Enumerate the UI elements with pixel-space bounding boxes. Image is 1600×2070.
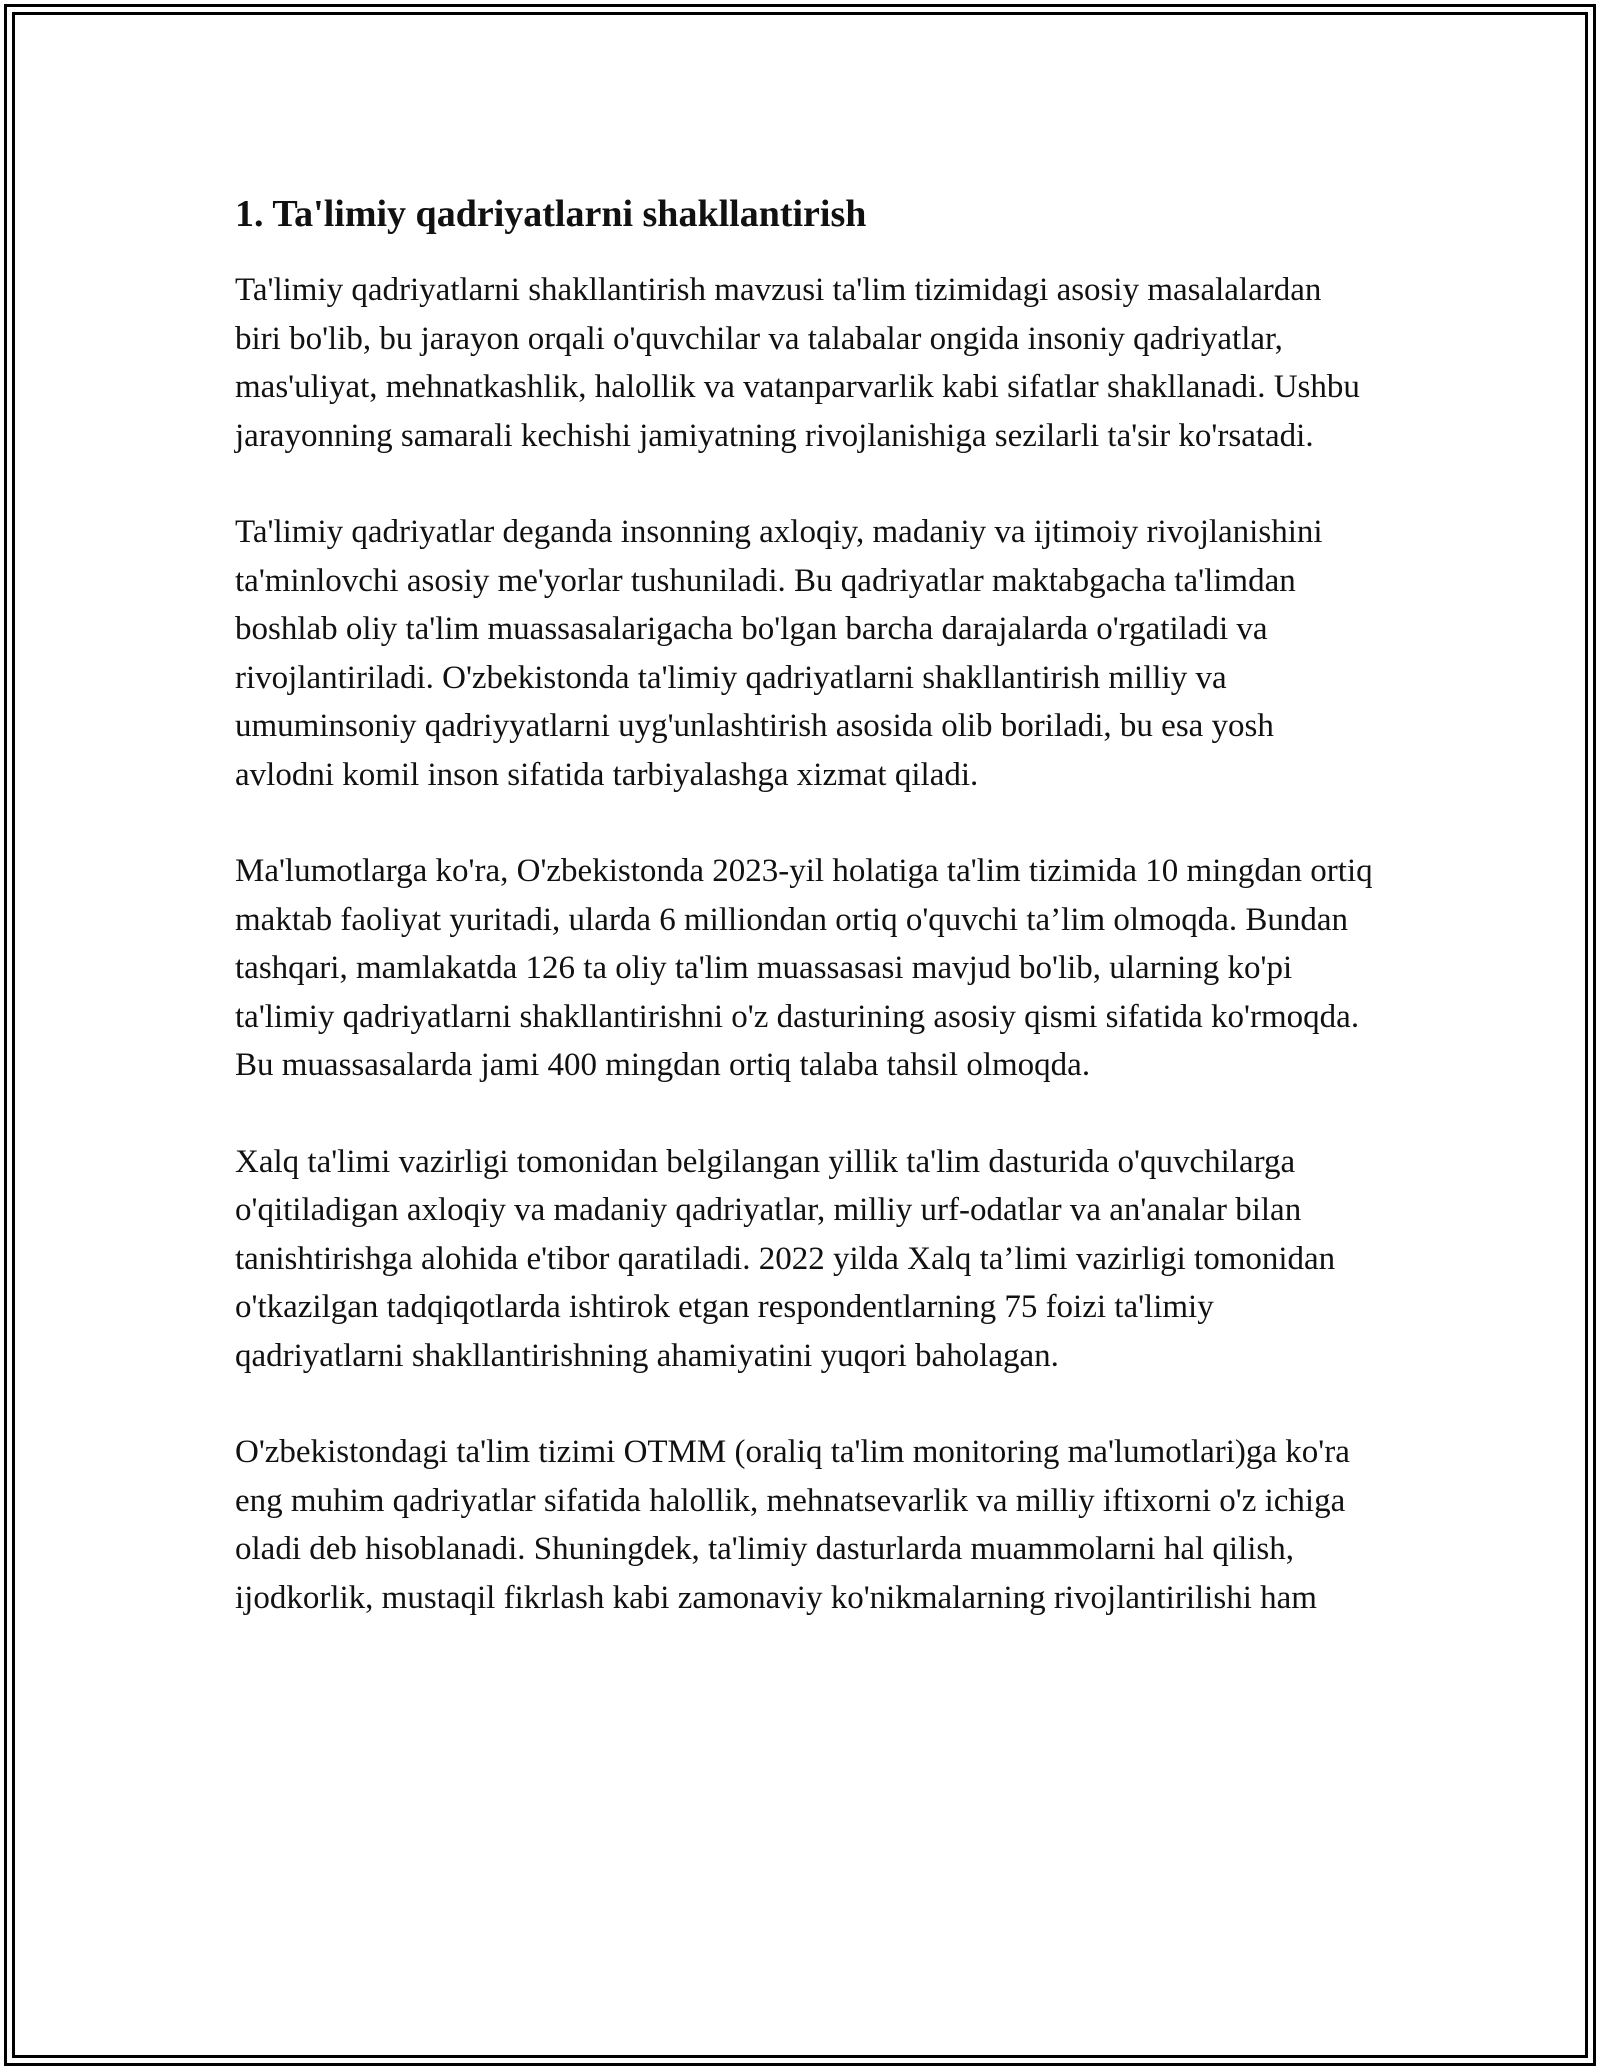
section-heading: 1. Ta'limiy qadriyatlarni shakllantirish: [235, 193, 867, 235]
document-body: [235, 188, 1375, 1622]
paragraph-1: Ta'limiy qadriyatlarni shakllantirish mavzusi ta'lim tizimidagi asosiy masalalardan biri bo'lib, bu jarayon orqali o'quvchilar va talabalar ongida insoniy qadriyatlar, mas'uliyat, mehnatkashlik, halollik va vatanparvarlik kabi sifatlar shakllanadi. Ushbu jarayonning samarali kechishi jamiyatning rivojlanishiga sezilarli ta'sir ko'rsatadi.: [235, 272, 1360, 454]
paragraph-4: Xalq ta'limi vazirligi tomonidan belgilangan yillik ta'lim dasturida o'quvchilarga o'qitiladigan axloqiy va madaniy qadriyatlar, milliy urf-odatlar va an'analar bilan tanishtirishga alohida e'tibor qaratiladi. 2022 yilda Xalq ta’limi vazirligi tomonidan o'tkazilgan tadqiqotlarda ishtirok etgan respondentlarning 75 foizi ta'limiy qadriyatlarni shakllantirishning ahamiyatini yuqori baholagan.: [235, 1143, 1336, 1374]
paragraph-3: Ma'lumotlarga ko'ra, O'zbekistonda 2023-yil holatiga ta'lim tizimida 10 mingdan ortiq maktab faoliyat yuritadi, ularda 6 milliondan ortiq o'quvchi ta’lim olmoqda. Bundan tashqari, mamlakatda 126 ta oliy ta'lim muassasasi mavjud bo'lib, ularning ko'pi ta'limiy qadriyatlarni shakllantirishni o'z dasturining asosiy qismi sifatida ko'rmoqda. Bu muassasalarda jami 400 mingdan ortiq talaba tahsil olmoqda.: [235, 853, 1373, 1083]
paragraph-5: O'zbekistondagi ta'lim tizimi OTMM (oraliq ta'lim monitoring ma'lumotlari)ga ko'ra eng muhim qadriyatlar sifatida halollik, mehnatsevarlik va milliy iftixorni o'z ichiga oladi deb hisoblanadi. Shuningdek, ta'limiy dasturlarda muammolarni hal qilish, ijodkorlik, mustaqil fikrlash kabi zamonaviy ko'nikmalarning rivojlantirilishi ham: [235, 1434, 1350, 1616]
paragraph-2: Ta'limiy qadriyatlar deganda insonning axloqiy, madaniy va ijtimoiy rivojlanishini ta'minlovchi asosiy me'yorlar tushuniladi. Bu qadriyatlar maktabgacha ta'limdan boshlab oliy ta'lim muassasalarigacha bo'lgan barcha darajalarda o'rgatiladi va rivojlantiriladi. O'zbekistonda ta'limiy qadriyatlarni shakllantirish milliy va umuminsoniy qadriyyatlarni uyg'unlashtirish asosida olib boriladi, bu esa yosh avlodni komil inson sifatida tarbiyalashga xizmat qiladi.: [235, 514, 1323, 793]
